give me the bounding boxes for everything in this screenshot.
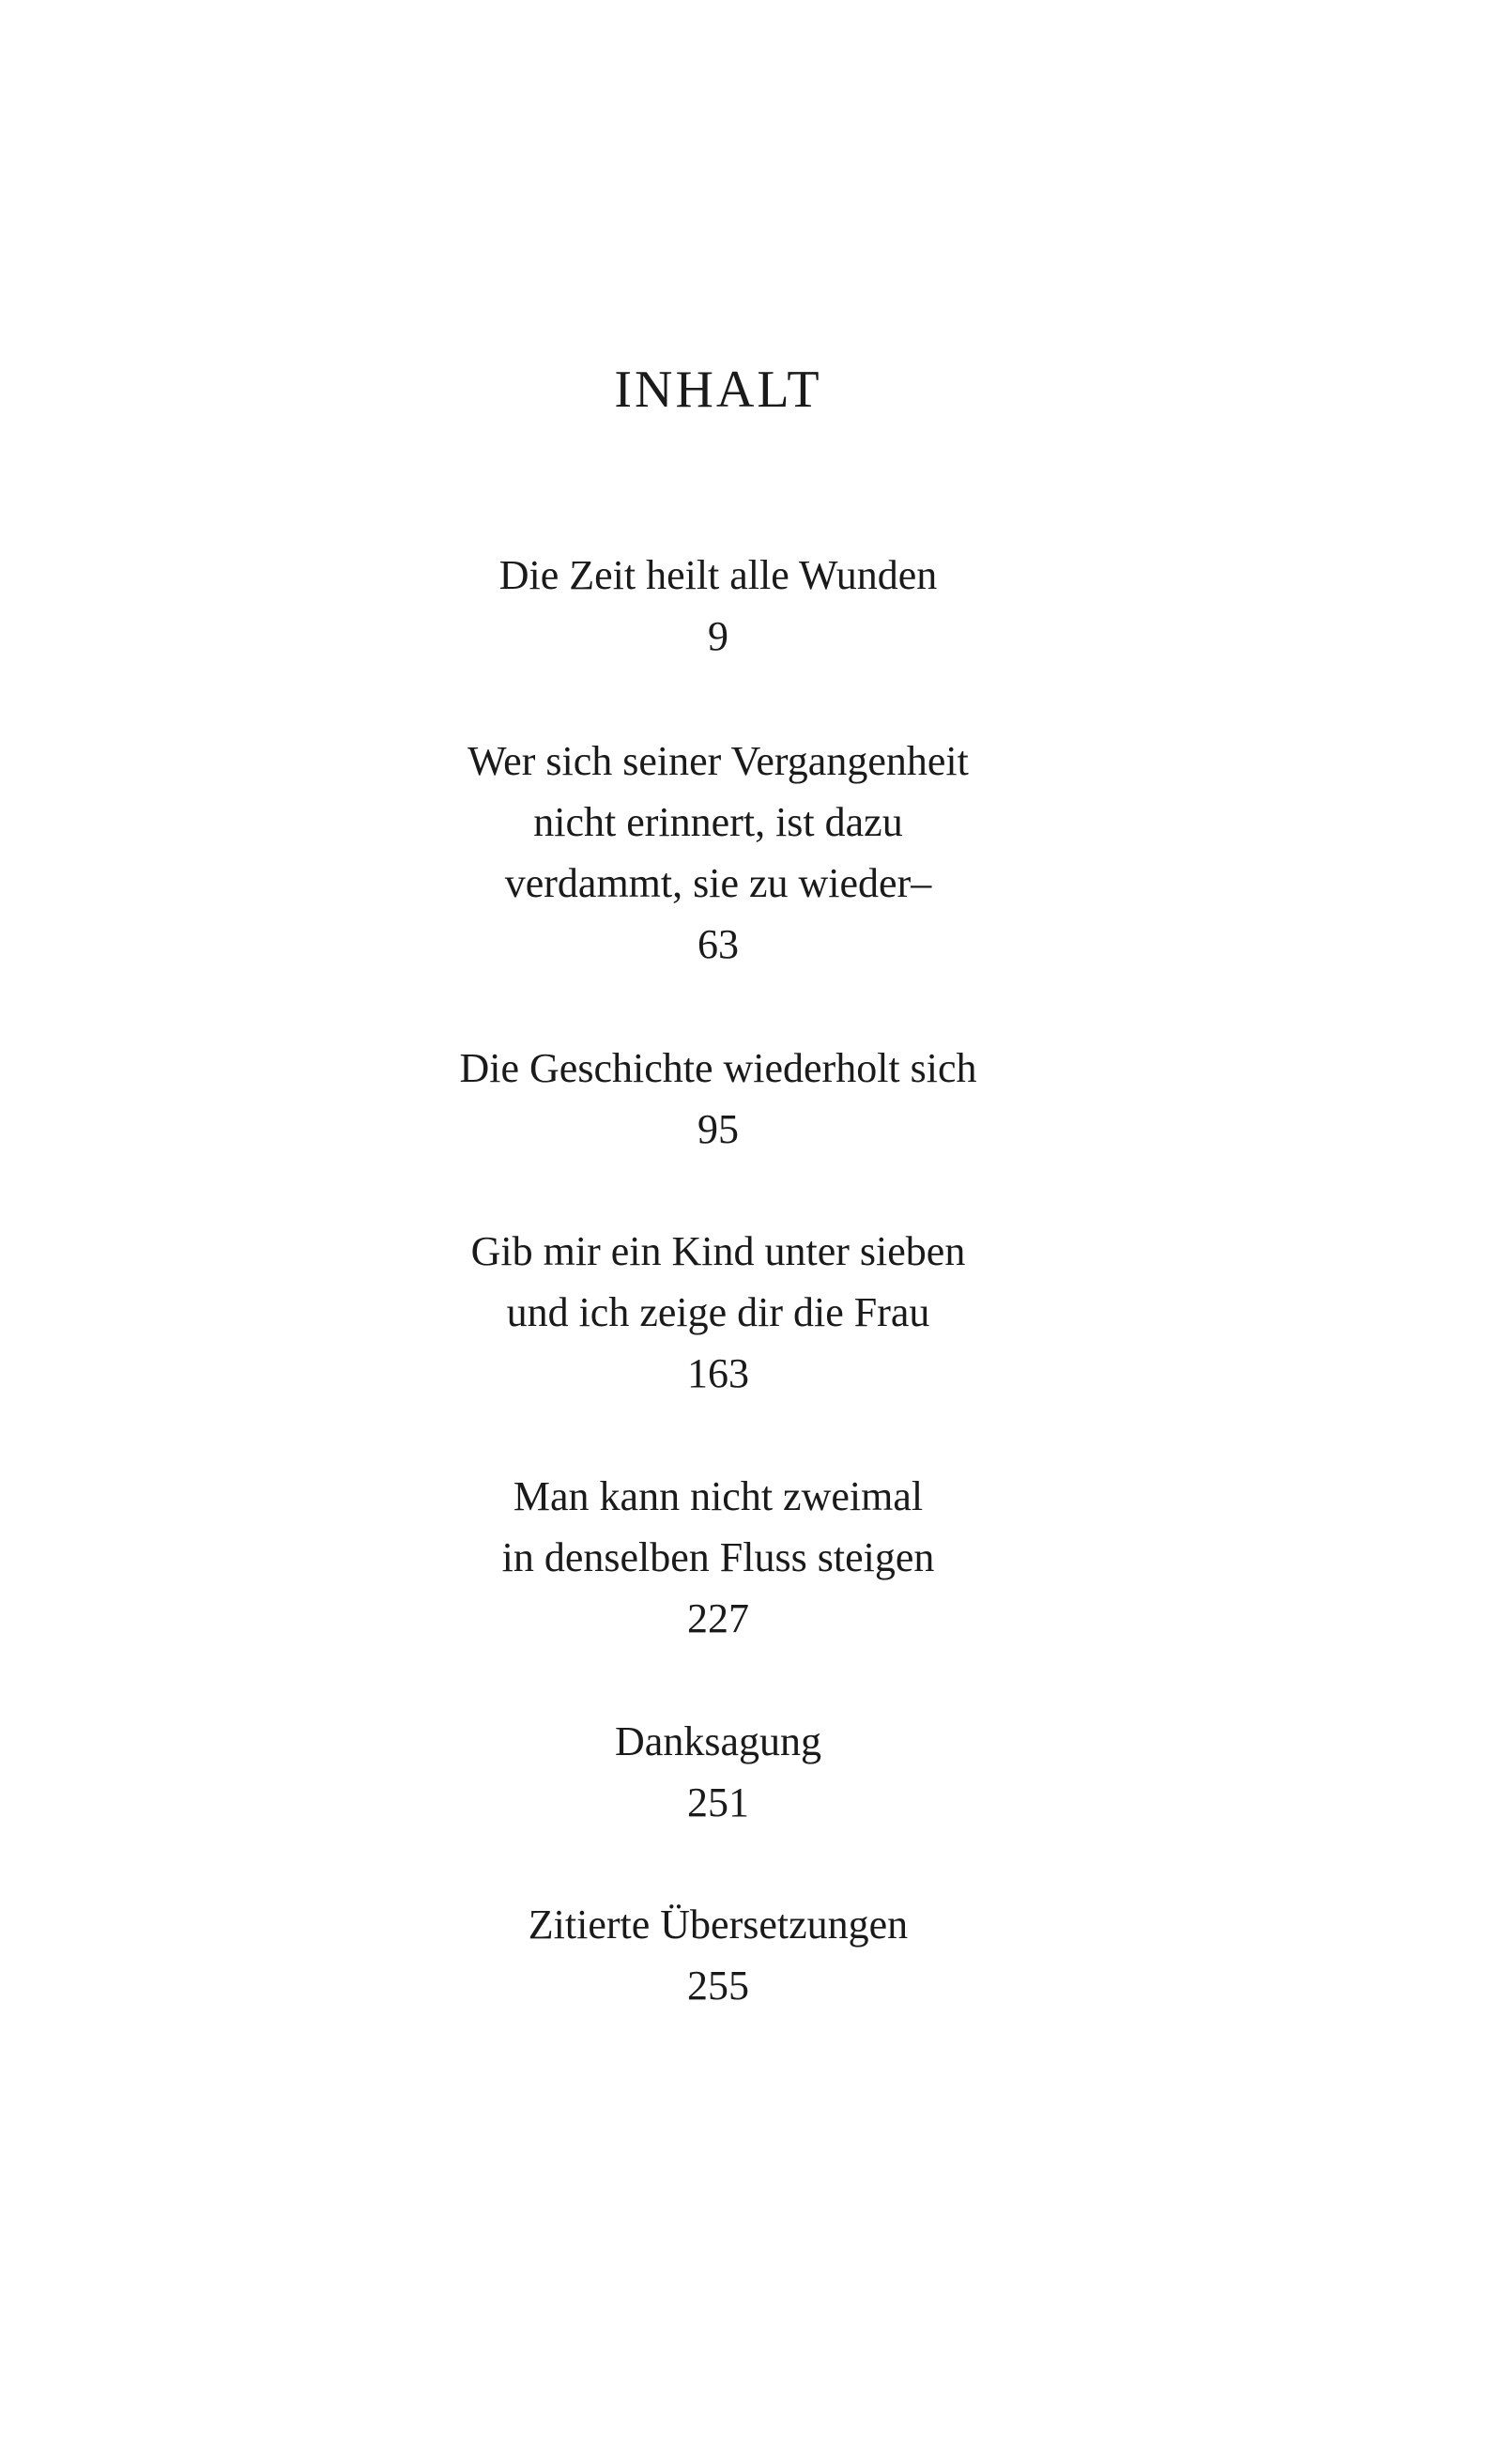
toc-entry-title: Die Geschichte wiederholt sich [459, 1045, 977, 1091]
toc-entry-page: 9 [708, 613, 728, 659]
toc-entry-title: Man kann nicht zweimal [513, 1473, 924, 1519]
toc-entry [0, 1221, 1436, 1404]
page-title: INHALT [614, 361, 822, 419]
toc-entry-title: Gib mir ein Kind unter sieben [470, 1228, 966, 1274]
toc-entry-page: 227 [687, 1595, 749, 1641]
toc-entry-page: 251 [687, 1779, 749, 1825]
toc-entry-page: 63 [697, 921, 739, 967]
toc-entry [0, 731, 1436, 975]
toc-entry-page: 255 [687, 1963, 749, 2009]
toc-entry-title: Wer sich seiner Vergangenheit [467, 738, 969, 784]
toc-entry [0, 1894, 1436, 2016]
toc-entry-title: in denselben Fluss steigen [501, 1534, 935, 1580]
toc-entry-title: Die Zeit heilt alle Wunden [498, 552, 938, 598]
toc-entry-title: verdammt, sie zu wieder– [504, 860, 932, 906]
toc-entry-page: 95 [697, 1106, 739, 1152]
toc-entry [0, 1466, 1436, 1649]
toc-entry-title: nicht erinnert, ist dazu [533, 799, 903, 845]
toc-entry [0, 545, 1436, 667]
toc-entry [0, 1711, 1436, 1833]
toc-entry-title: Zitierte Übersetzungen [528, 1902, 909, 1948]
toc-entry-title: und ich zeige dir die Frau [506, 1289, 930, 1335]
toc-entry-title: Danksagung [615, 1718, 821, 1764]
toc-entry [0, 1038, 1436, 1160]
toc-entry-page: 163 [687, 1350, 749, 1396]
